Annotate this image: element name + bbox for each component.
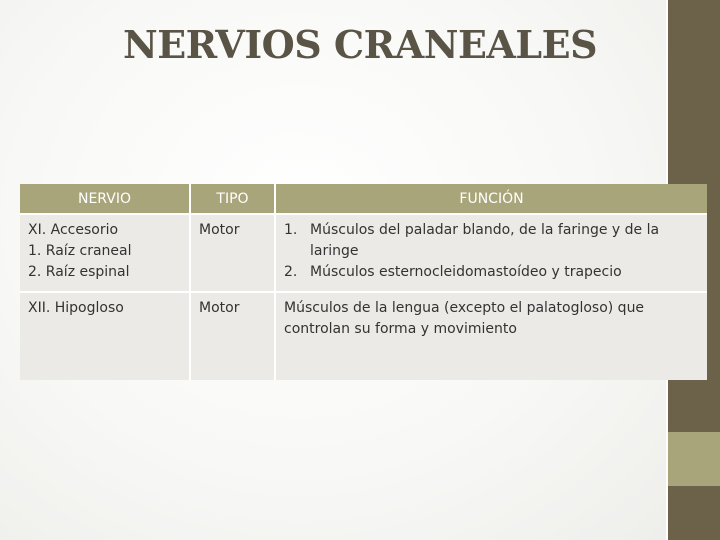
table-row (20, 214, 707, 292)
nerves-table (20, 184, 707, 380)
header-funcion: FUNCIÓN (275, 184, 707, 214)
header-tipo: TIPO (190, 184, 275, 214)
cell-tipo: Motor (190, 214, 275, 292)
function-item (284, 220, 699, 262)
header-nervio: NERVIO (20, 184, 190, 214)
cell-tipo: Motor (190, 292, 275, 380)
function-item-number: 1. (284, 222, 298, 238)
nerve-root: 2. Raíz espinal (28, 264, 130, 280)
function-item (284, 262, 699, 283)
function-item-number: 2. (284, 264, 298, 280)
nerve-root: 1. Raíz craneal (28, 243, 132, 259)
function-item-text: Músculos del paladar blando, de la faringe y de la laringe (310, 222, 660, 259)
table-header-row (20, 184, 707, 214)
side-band-dark-bottom (668, 486, 720, 540)
slide-title: NERVIOS CRANEALES (122, 22, 598, 67)
cell-nervio (20, 292, 190, 380)
nerve-name: XI. Accesorio (28, 222, 119, 238)
function-item-text: Músculos esternocleidomastoídeo y trapecio (310, 264, 622, 280)
side-band-light (668, 432, 720, 486)
cell-funcion: Músculos de la lengua (excepto el palatogloso) que controlan su forma y movimiento (275, 292, 707, 380)
nerve-name: XII. Hipogloso (28, 300, 124, 316)
cell-funcion (275, 214, 707, 292)
function-list (284, 220, 699, 283)
table-row (20, 292, 707, 380)
cell-nervio (20, 214, 190, 292)
